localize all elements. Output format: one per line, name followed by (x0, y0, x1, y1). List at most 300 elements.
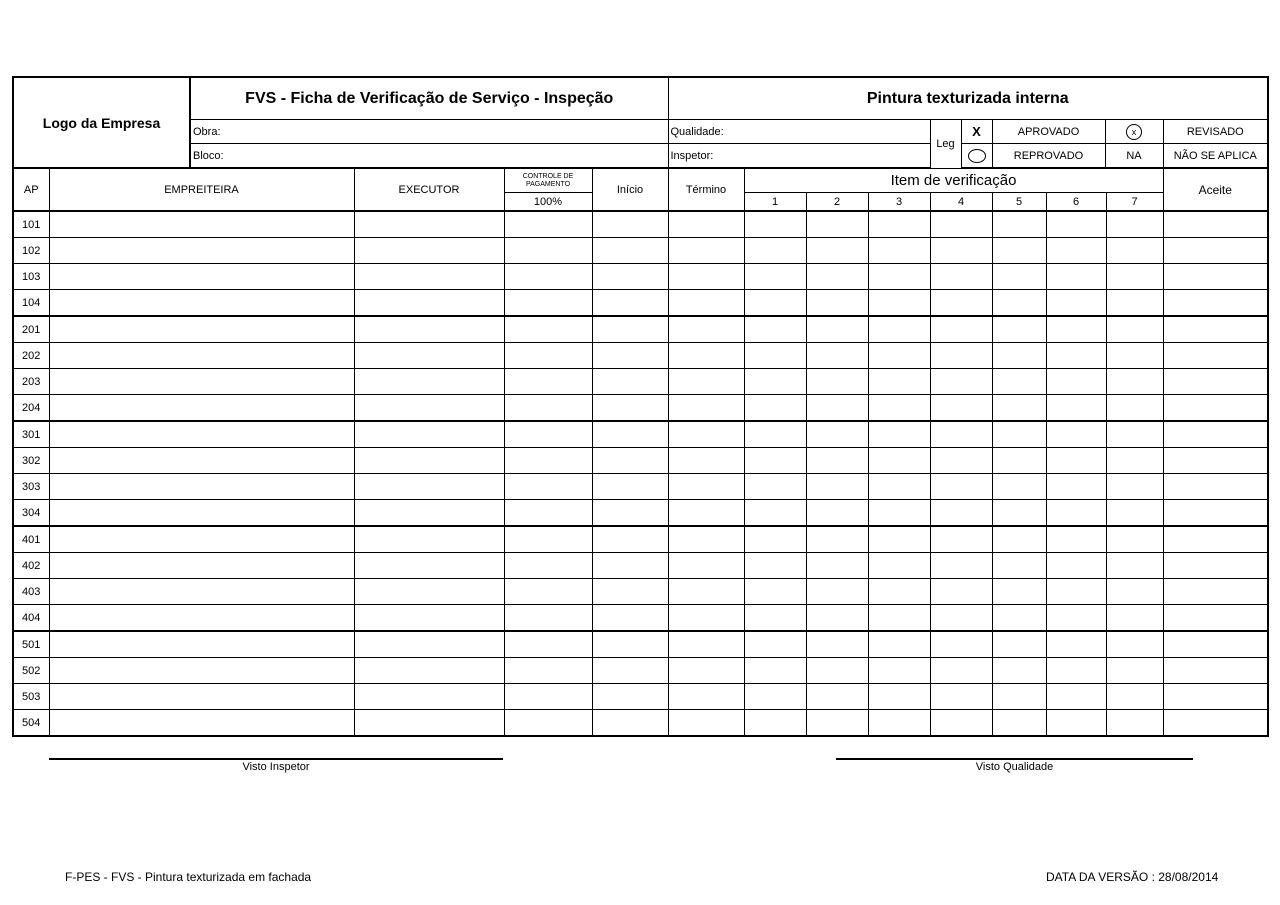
grid-cell[interactable] (504, 290, 592, 317)
grid-cell[interactable] (354, 474, 504, 500)
grid-cell[interactable] (354, 264, 504, 290)
grid-cell[interactable] (930, 316, 992, 343)
grid-cell[interactable] (504, 526, 592, 553)
grid-cell[interactable] (1106, 500, 1163, 527)
grid-cell[interactable] (668, 579, 744, 605)
grid-cell[interactable] (744, 526, 806, 553)
grid-cell[interactable] (1046, 343, 1106, 369)
grid-cell[interactable] (1163, 316, 1268, 343)
grid-cell[interactable] (806, 631, 868, 658)
grid-cell[interactable] (868, 474, 930, 500)
item-7: 7 (1106, 193, 1163, 212)
grid-cell[interactable] (806, 211, 868, 238)
grid-cell[interactable] (1163, 264, 1268, 290)
grid-cell[interactable] (744, 579, 806, 605)
grid-cell[interactable] (354, 684, 504, 710)
row-ap: 501 (13, 631, 49, 658)
item-6: 6 (1046, 193, 1106, 212)
grid-cell[interactable] (744, 369, 806, 395)
grid-cell[interactable] (1046, 395, 1106, 422)
grid-cell[interactable] (1046, 264, 1106, 290)
grid-cell[interactable] (1106, 526, 1163, 553)
grid-cell[interactable] (806, 500, 868, 527)
grid-cell[interactable] (992, 316, 1046, 343)
grid-cell[interactable] (992, 605, 1046, 632)
grid-cell[interactable] (668, 211, 744, 238)
signature-inspetor[interactable]: Visto Inspetor (49, 758, 503, 773)
grid-cell[interactable] (868, 710, 930, 737)
grid-cell[interactable] (868, 684, 930, 710)
grid-cell[interactable] (992, 264, 1046, 290)
grid-cell[interactable] (806, 316, 868, 343)
grid-cell[interactable] (592, 238, 668, 264)
grid-cell[interactable] (354, 316, 504, 343)
grid-cell[interactable] (744, 421, 806, 448)
grid-cell[interactable] (668, 395, 744, 422)
grid-cell[interactable] (1106, 579, 1163, 605)
table-row (13, 448, 1268, 474)
grid-cell[interactable] (668, 316, 744, 343)
inspection-grid (12, 168, 1269, 737)
grid-cell[interactable] (668, 421, 744, 448)
grid-cell[interactable] (592, 579, 668, 605)
col-inicio: Início (592, 169, 668, 212)
grid-cell[interactable] (744, 211, 806, 238)
grid-cell[interactable] (49, 474, 354, 500)
grid-cell[interactable] (1046, 316, 1106, 343)
grid-cell[interactable] (992, 500, 1046, 527)
grid-cell[interactable] (930, 710, 992, 737)
grid-cell[interactable] (1106, 290, 1163, 317)
grid-cell[interactable] (354, 526, 504, 553)
grid-cell[interactable] (992, 395, 1046, 422)
table-row (13, 343, 1268, 369)
grid-cell[interactable] (806, 264, 868, 290)
grid-cell[interactable] (1046, 579, 1106, 605)
grid-cell[interactable] (354, 605, 504, 632)
row-ap: 304 (13, 500, 49, 527)
grid-cell[interactable] (1106, 264, 1163, 290)
grid-cell[interactable] (806, 395, 868, 422)
grid-cell[interactable] (930, 421, 992, 448)
grid-cell[interactable] (592, 448, 668, 474)
grid-cell[interactable] (49, 395, 354, 422)
grid-cell[interactable] (354, 369, 504, 395)
grid-cell[interactable] (992, 631, 1046, 658)
grid-cell[interactable] (1046, 448, 1106, 474)
grid-cell[interactable] (49, 343, 354, 369)
grid-cell[interactable] (744, 238, 806, 264)
grid-cell[interactable] (592, 526, 668, 553)
grid-cell[interactable] (49, 631, 354, 658)
table-row (13, 500, 1268, 527)
grid-cell[interactable] (592, 553, 668, 579)
grid-cell[interactable] (592, 684, 668, 710)
grid-cell[interactable] (354, 290, 504, 317)
grid-cell[interactable] (354, 395, 504, 422)
grid-cell[interactable] (992, 369, 1046, 395)
grid-cell[interactable] (1163, 290, 1268, 317)
grid-cell[interactable] (504, 605, 592, 632)
grid-cell[interactable] (930, 369, 992, 395)
table-row (13, 290, 1268, 317)
grid-cell[interactable] (504, 211, 592, 238)
grid-cell[interactable] (668, 238, 744, 264)
grid-cell[interactable] (504, 343, 592, 369)
grid-cell[interactable] (806, 448, 868, 474)
grid-cell[interactable] (592, 264, 668, 290)
grid-cell[interactable] (354, 238, 504, 264)
grid-cell[interactable] (354, 211, 504, 238)
grid-cell[interactable] (806, 290, 868, 317)
grid-cell[interactable] (1046, 290, 1106, 317)
table-row (13, 264, 1268, 290)
grid-cell[interactable] (930, 579, 992, 605)
grid-cell[interactable] (668, 526, 744, 553)
grid-cell[interactable] (49, 526, 354, 553)
grid-cell[interactable] (806, 421, 868, 448)
grid-cell[interactable] (504, 631, 592, 658)
grid-cell[interactable] (1046, 369, 1106, 395)
grid-cell[interactable] (744, 631, 806, 658)
grid-cell[interactable] (992, 579, 1046, 605)
grid-cell[interactable] (868, 500, 930, 527)
grid-cell[interactable] (1106, 395, 1163, 422)
inspetor-field[interactable]: Inspetor: (668, 144, 930, 169)
signature-qualidade[interactable]: Visto Qualidade (836, 758, 1193, 773)
grid-cell[interactable] (806, 526, 868, 553)
item-5: 5 (992, 193, 1046, 212)
grid-cell[interactable] (354, 553, 504, 579)
obra-field[interactable]: Obra: (190, 120, 668, 144)
grid-cell[interactable] (504, 500, 592, 527)
grid-cell[interactable] (1046, 211, 1106, 238)
table-row (13, 710, 1268, 737)
grid-cell[interactable] (592, 500, 668, 527)
grid-cell[interactable] (992, 211, 1046, 238)
grid-cell[interactable] (868, 290, 930, 317)
grid-cell[interactable] (1106, 684, 1163, 710)
grid-cell[interactable] (668, 684, 744, 710)
grid-cell[interactable] (744, 316, 806, 343)
grid-cell[interactable] (1046, 553, 1106, 579)
grid-cell[interactable] (992, 343, 1046, 369)
row-ap: 201 (13, 316, 49, 343)
grid-cell[interactable] (868, 211, 930, 238)
grid-cell[interactable] (1046, 605, 1106, 632)
grid-cell[interactable] (806, 605, 868, 632)
grid-cell[interactable] (354, 658, 504, 684)
grid-cell[interactable] (930, 290, 992, 317)
grid-cell[interactable] (744, 605, 806, 632)
grid-cell[interactable] (1163, 369, 1268, 395)
grid-cell[interactable] (868, 238, 930, 264)
grid-cell[interactable] (868, 553, 930, 579)
grid-cell[interactable] (1163, 526, 1268, 553)
grid-cell[interactable] (668, 290, 744, 317)
bloco-field[interactable]: Bloco: (190, 144, 668, 169)
grid-cell[interactable] (744, 474, 806, 500)
grid-cell[interactable] (992, 474, 1046, 500)
grid-cell[interactable] (744, 553, 806, 579)
grid-cell[interactable] (668, 448, 744, 474)
grid-cell[interactable] (1106, 369, 1163, 395)
grid-cell[interactable] (930, 684, 992, 710)
grid-cell[interactable] (1046, 526, 1106, 553)
grid-cell[interactable] (930, 526, 992, 553)
row-ap: 502 (13, 658, 49, 684)
grid-cell[interactable] (744, 500, 806, 527)
grid-cell[interactable] (504, 369, 592, 395)
grid-cell[interactable] (1163, 343, 1268, 369)
grid-cell[interactable] (592, 421, 668, 448)
grid-cell[interactable] (504, 264, 592, 290)
grid-cell[interactable] (1163, 553, 1268, 579)
grid-cell[interactable] (668, 658, 744, 684)
grid-cell[interactable] (868, 526, 930, 553)
grid-cell[interactable] (1106, 631, 1163, 658)
grid-cell[interactable] (592, 631, 668, 658)
grid-cell[interactable] (504, 579, 592, 605)
grid-cell[interactable] (930, 500, 992, 527)
grid-cell[interactable] (868, 369, 930, 395)
grid-cell[interactable] (592, 658, 668, 684)
grid-cell[interactable] (868, 395, 930, 422)
grid-cell[interactable] (668, 710, 744, 737)
grid-cell[interactable] (354, 421, 504, 448)
legend-reprovado: REPROVADO (992, 144, 1105, 169)
grid-cell[interactable] (1106, 238, 1163, 264)
grid-cell[interactable] (1163, 395, 1268, 422)
grid-cell[interactable] (868, 316, 930, 343)
grid-cell[interactable] (992, 290, 1046, 317)
grid-cell[interactable] (1046, 421, 1106, 448)
grid-cell[interactable] (1163, 631, 1268, 658)
grid-cell[interactable] (354, 710, 504, 737)
grid-cell[interactable] (1163, 500, 1268, 527)
grid-cell[interactable] (1106, 448, 1163, 474)
grid-cell[interactable] (1163, 474, 1268, 500)
table-row (13, 684, 1268, 710)
grid-cell[interactable] (354, 343, 504, 369)
grid-cell[interactable] (504, 658, 592, 684)
grid-cell[interactable] (592, 343, 668, 369)
grid-cell[interactable] (49, 264, 354, 290)
grid-cell[interactable] (930, 343, 992, 369)
grid-cell[interactable] (1163, 448, 1268, 474)
grid-cell[interactable] (806, 369, 868, 395)
grid-cell[interactable] (504, 238, 592, 264)
grid-cell[interactable] (354, 631, 504, 658)
grid-cell[interactable] (744, 684, 806, 710)
grid-cell[interactable] (1106, 343, 1163, 369)
grid-cell[interactable] (806, 658, 868, 684)
grid-cell[interactable] (504, 448, 592, 474)
grid-cell[interactable] (504, 316, 592, 343)
grid-cell[interactable] (592, 369, 668, 395)
grid-cell[interactable] (1163, 421, 1268, 448)
grid-cell[interactable] (1163, 579, 1268, 605)
grid-cell[interactable] (1163, 238, 1268, 264)
grid-cell[interactable] (868, 421, 930, 448)
grid-cell[interactable] (504, 395, 592, 422)
grid-cell[interactable] (1163, 710, 1268, 737)
grid-cell[interactable] (992, 553, 1046, 579)
table-row (13, 553, 1268, 579)
grid-cell[interactable] (668, 631, 744, 658)
grid-cell[interactable] (1163, 684, 1268, 710)
grid-cell[interactable] (1163, 658, 1268, 684)
grid-cell[interactable] (504, 553, 592, 579)
circle-x-symbol: x (1126, 124, 1142, 140)
grid-cell[interactable] (930, 605, 992, 632)
grid-cell[interactable] (992, 526, 1046, 553)
grid-cell[interactable] (49, 605, 354, 632)
grid-cell[interactable] (992, 448, 1046, 474)
grid-cell[interactable] (1046, 500, 1106, 527)
grid-cell[interactable] (592, 474, 668, 500)
grid-cell[interactable] (744, 710, 806, 737)
grid-cell[interactable] (49, 369, 354, 395)
grid-cell[interactable] (1106, 710, 1163, 737)
grid-cell[interactable] (668, 264, 744, 290)
grid-cell[interactable] (668, 369, 744, 395)
grid-cell[interactable] (930, 658, 992, 684)
legend-na: NA (1105, 144, 1163, 169)
grid-cell[interactable] (930, 474, 992, 500)
grid-cell[interactable] (1046, 631, 1106, 658)
grid-cell[interactable] (1106, 605, 1163, 632)
grid-cell[interactable] (49, 211, 354, 238)
grid-cell[interactable] (592, 395, 668, 422)
grid-cell[interactable] (49, 316, 354, 343)
grid-cell[interactable] (1046, 684, 1106, 710)
grid-cell[interactable] (592, 211, 668, 238)
grid-cell[interactable] (868, 448, 930, 474)
grid-cell[interactable] (930, 553, 992, 579)
grid-cell[interactable] (49, 658, 354, 684)
grid-cell[interactable] (1106, 211, 1163, 238)
grid-cell[interactable] (744, 395, 806, 422)
grid-cell[interactable] (49, 290, 354, 317)
row-ap: 402 (13, 553, 49, 579)
grid-cell[interactable] (930, 211, 992, 238)
grid-cell[interactable] (1163, 605, 1268, 632)
legend-aprovado: APROVADO (992, 120, 1105, 144)
grid-cell[interactable] (1106, 421, 1163, 448)
grid-cell[interactable] (806, 553, 868, 579)
grid-cell[interactable] (1106, 474, 1163, 500)
grid-cell[interactable] (868, 343, 930, 369)
grid-cell[interactable] (1046, 710, 1106, 737)
grid-cell[interactable] (744, 264, 806, 290)
grid-cell[interactable] (992, 710, 1046, 737)
grid-cell[interactable] (806, 474, 868, 500)
grid-cell[interactable] (1106, 658, 1163, 684)
company-logo-placeholder: Logo da Empresa (13, 77, 190, 168)
grid-cell[interactable] (668, 343, 744, 369)
grid-cell[interactable] (49, 238, 354, 264)
grid-cell[interactable] (1163, 211, 1268, 238)
grid-cell[interactable] (992, 658, 1046, 684)
grid-cell[interactable] (1046, 474, 1106, 500)
grid-cell[interactable] (592, 710, 668, 737)
grid-cell[interactable] (744, 343, 806, 369)
grid-cell[interactable] (930, 631, 992, 658)
grid-cell[interactable] (992, 684, 1046, 710)
table-row (13, 526, 1268, 553)
grid-cell[interactable] (930, 395, 992, 422)
grid-cell[interactable] (868, 631, 930, 658)
grid-cell[interactable] (592, 605, 668, 632)
grid-cell[interactable] (868, 658, 930, 684)
grid-cell[interactable] (806, 238, 868, 264)
grid-cell[interactable] (49, 448, 354, 474)
grid-cell[interactable] (668, 474, 744, 500)
grid-cell[interactable] (930, 264, 992, 290)
grid-cell[interactable] (354, 500, 504, 527)
grid-cell[interactable] (504, 421, 592, 448)
grid-cell[interactable] (744, 658, 806, 684)
table-row (13, 658, 1268, 684)
grid-cell[interactable] (668, 605, 744, 632)
grid-cell[interactable] (744, 290, 806, 317)
grid-cell[interactable] (49, 553, 354, 579)
grid-cell[interactable] (1106, 553, 1163, 579)
table-row (13, 369, 1268, 395)
grid-cell[interactable] (806, 343, 868, 369)
grid-cell[interactable] (668, 500, 744, 527)
grid-cell[interactable] (868, 579, 930, 605)
grid-cell[interactable] (806, 579, 868, 605)
grid-cell[interactable] (504, 710, 592, 737)
grid-cell[interactable] (504, 474, 592, 500)
grid-cell[interactable] (592, 290, 668, 317)
grid-cell[interactable] (49, 421, 354, 448)
qualidade-field[interactable]: Qualidade: (668, 120, 930, 144)
grid-cell[interactable] (868, 264, 930, 290)
legend-revisado: REVISADO (1163, 120, 1268, 144)
row-ap: 204 (13, 395, 49, 422)
grid-cell[interactable] (1106, 316, 1163, 343)
footer-document-code: F-PES - FVS - Pintura texturizada em fachada (65, 870, 312, 884)
grid-cell[interactable] (868, 605, 930, 632)
grid-cell[interactable] (992, 421, 1046, 448)
item-1: 1 (744, 193, 806, 212)
grid-cell[interactable] (49, 684, 354, 710)
grid-cell[interactable] (992, 238, 1046, 264)
grid-cell[interactable] (668, 553, 744, 579)
grid-cell[interactable] (49, 710, 354, 737)
grid-cell[interactable] (744, 448, 806, 474)
row-ap: 403 (13, 579, 49, 605)
grid-cell[interactable] (49, 579, 354, 605)
grid-cell[interactable] (930, 238, 992, 264)
grid-cell[interactable] (49, 500, 354, 527)
grid-cell[interactable] (806, 710, 868, 737)
table-row (13, 238, 1268, 264)
grid-cell[interactable] (1046, 658, 1106, 684)
grid-cell[interactable] (930, 448, 992, 474)
grid-cell[interactable] (806, 684, 868, 710)
grid-cell[interactable] (354, 579, 504, 605)
row-ap: 102 (13, 238, 49, 264)
grid-cell[interactable] (504, 684, 592, 710)
grid-cell[interactable] (592, 316, 668, 343)
form-title: FVS - Ficha de Verificação de Serviço - Inspeção (190, 77, 668, 120)
grid-cell[interactable] (354, 448, 504, 474)
grid-cell[interactable] (1046, 238, 1106, 264)
